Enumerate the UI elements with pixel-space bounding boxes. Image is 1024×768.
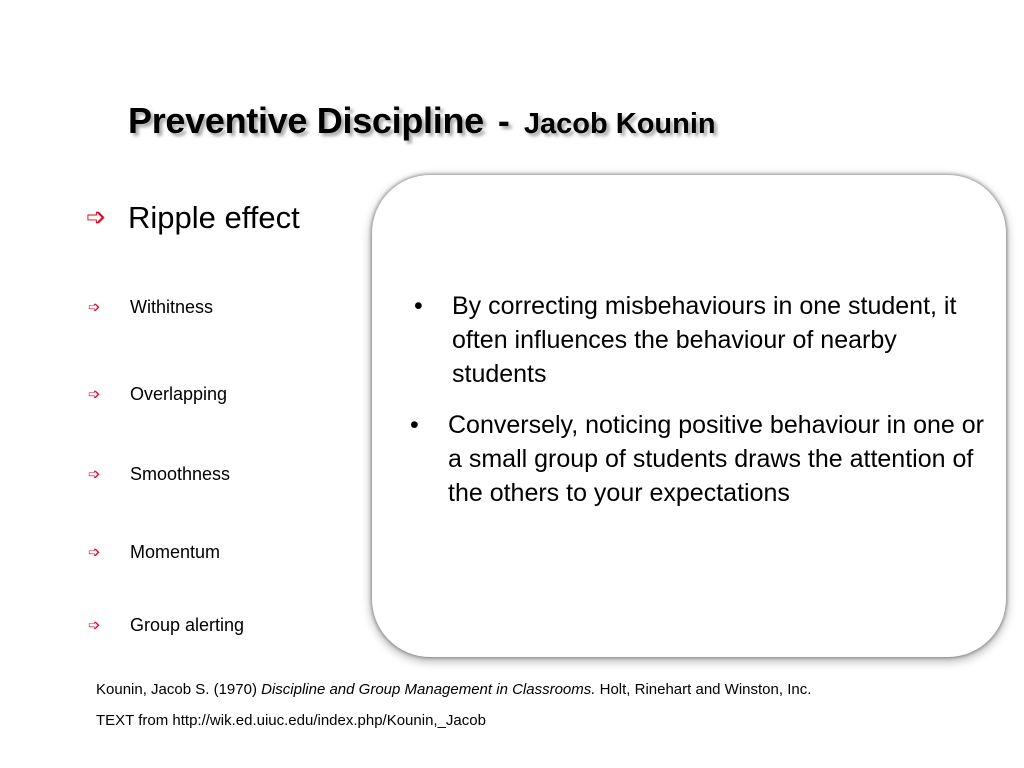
right-arrow-icon: ➩ bbox=[88, 298, 101, 316]
callout-point bbox=[414, 289, 982, 391]
list-item-smoothness bbox=[88, 464, 230, 485]
list-item-group-alerting bbox=[88, 615, 244, 636]
slide-title bbox=[128, 100, 716, 142]
list-item-momentum bbox=[88, 542, 220, 563]
source-note: TEXT from http://wik.ed.uiuc.edu/index.php/Kounin,_Jacob bbox=[96, 712, 486, 729]
citation-book-title: Discipline and Group Management in Classrooms. bbox=[261, 681, 596, 698]
title-subtitle: Jacob Kounin bbox=[523, 108, 716, 140]
callout-point-text: Conversely, noticing positive behaviour in one or a small group of students draws the attention of the others to your expectations bbox=[448, 411, 984, 507]
citation bbox=[96, 681, 811, 698]
callout-point bbox=[410, 408, 988, 510]
callout-point-text: By correcting misbehaviours in one student, it often influences the behaviour of nearby students bbox=[452, 292, 957, 388]
bullet-dot-icon: • bbox=[414, 292, 423, 320]
list-item-withitness bbox=[88, 297, 213, 318]
right-arrow-icon: ➩ bbox=[86, 203, 107, 231]
list-item-label: Withitness bbox=[130, 297, 214, 317]
bullet-dot-icon: • bbox=[410, 411, 419, 439]
right-arrow-icon: ➩ bbox=[88, 616, 101, 634]
primary-bullet bbox=[86, 200, 300, 236]
list-item-overlapping bbox=[88, 384, 227, 405]
list-item-label: Group alerting bbox=[130, 615, 245, 635]
right-arrow-icon: ➩ bbox=[88, 465, 101, 483]
primary-bullet-label: Ripple effect bbox=[128, 200, 300, 235]
list-item-label: Momentum bbox=[130, 542, 221, 562]
citation-author: Kounin, Jacob S. (1970) bbox=[96, 681, 262, 698]
title-separator: - bbox=[497, 100, 510, 141]
list-item-label: Overlapping bbox=[130, 384, 228, 404]
citation-publisher: Holt, Rinehart and Winston, Inc. bbox=[595, 681, 812, 698]
title-main: Preventive Discipline bbox=[128, 100, 484, 141]
right-arrow-icon: ➩ bbox=[88, 385, 101, 403]
ripple-effect-callout-box bbox=[372, 175, 1006, 657]
list-item-label: Smoothness bbox=[130, 464, 231, 484]
right-arrow-icon: ➩ bbox=[88, 543, 101, 561]
